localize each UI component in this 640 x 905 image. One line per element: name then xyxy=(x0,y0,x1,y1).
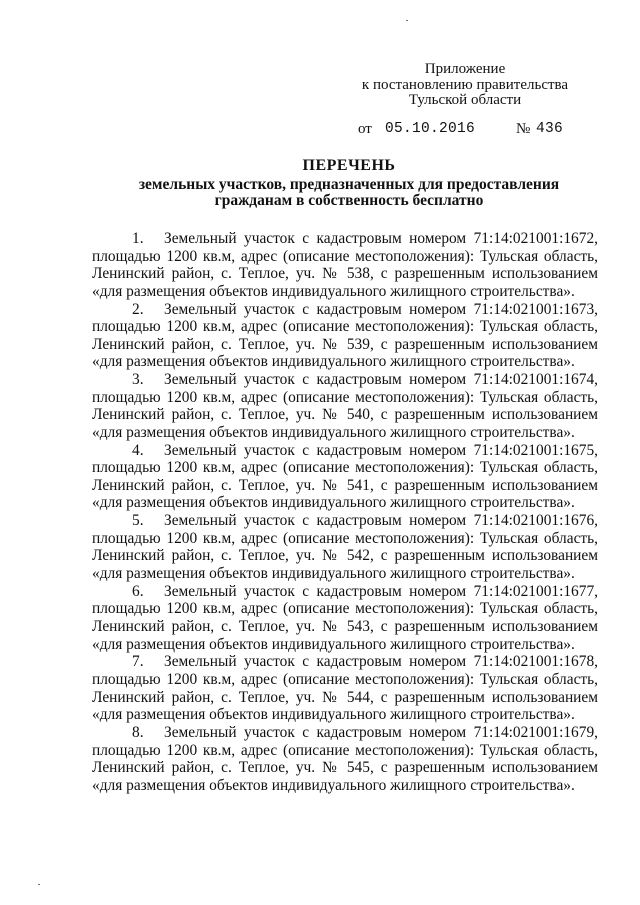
list-item xyxy=(92,301,598,371)
list-item xyxy=(92,442,598,512)
document-title-block xyxy=(92,158,606,210)
item-text: Земельный участок с кадастровым номером 71:14:021001:1678, площадью 1200 кв.м, адрес (описание местоположения): Тульская область, Ленинский район, с. Теплое, уч. № 544, с разрешенным использованием «для размещения объектов индивидуального жилищного строительства». xyxy=(92,653,598,724)
document-subtitle-line-1: земельных участков, предназначенных для предоставления xyxy=(138,175,560,193)
item-text: Земельный участок с кадастровым номером 71:14:021001:1679, площадью 1200 кв.м, адрес (описание местоположения): Тульская область, Ленинский район, с. Теплое, уч. № 545, с разрешенным использованием «для размещения объектов индивидуального жилищного строительства». xyxy=(92,723,598,794)
list-item xyxy=(92,583,598,653)
item-number: 3. xyxy=(132,371,144,389)
item-text: Земельный участок с кадастровым номером 71:14:021001:1675, площадью 1200 кв.м, адрес (описание местоположения): Тульская область, Ленинский район, с. Теплое, уч. № 541, с разрешенным использованием «для размещения объектов индивидуального жилищного строительства». xyxy=(92,441,598,512)
item-number: 1. xyxy=(132,230,144,247)
document-title: ПЕРЕЧЕНЬ xyxy=(302,157,396,174)
annex-line-1: Приложение xyxy=(424,61,506,77)
item-number: 2. xyxy=(132,300,144,318)
annex-line-3: Тульской области xyxy=(408,92,522,108)
item-number: 6. xyxy=(132,582,144,600)
list-item xyxy=(92,230,598,300)
document-date: 05.10.2016 xyxy=(385,121,476,137)
item-text: Земельный участок с кадастровым номером 71:14:021001:1673, площадью 1200 кв.м, адрес (описание местоположения): Тульская область, Ленинский район, с. Теплое, уч. № 539, с разрешенным использованием «для размещения объектов индивидуального жилищного строительства». xyxy=(92,300,598,371)
item-text: Земельный участок с кадастровым номером 71:14:021001:1676, площадью 1200 кв.м, адрес (описание местоположения): Тульская область, Ленинский район, с. Теплое, уч. № 542, с разрешенным использованием «для размещения объектов индивидуального жилищного строительства». xyxy=(92,512,598,583)
date-prefix: от xyxy=(358,121,372,137)
land-plot-list xyxy=(92,230,598,794)
list-item xyxy=(92,512,598,582)
item-text: Земельный участок с кадастровым номером 71:14:021001:1674, площадью 1200 кв.м, адрес (описание местоположения): Тульская область, Ленинский район, с. Теплое, уч. № 540, с разрешенным использованием «для размещения объектов индивидуального жилищного строительства». xyxy=(92,371,598,441)
annex-line-2: к постановлению правительства xyxy=(361,76,569,93)
item-number: 5. xyxy=(132,512,144,530)
document-number: 436 xyxy=(536,121,564,137)
number-prefix: № xyxy=(516,121,531,137)
scan-speck xyxy=(406,20,408,21)
item-number: 8. xyxy=(132,723,144,741)
item-text: Земельный участок с кадастровым номером 71:14:021001:1677, площадью 1200 кв.м, адрес (описание местоположения): Тульская область, Ленинский район, с. Теплое, уч. № 543, с разрешенным использованием «для размещения объектов индивидуального жилищного строительства». xyxy=(92,582,598,653)
item-text: Земельный участок с кадастровым номером 71:14:021001:1672, площадью 1200 кв.м, адрес (описание местоположения): Тульская область, Ленинский район, с. Теплое, уч. № 538, с разрешенным использованием «для размещения объектов индивидуального жилищного строительства». xyxy=(92,230,598,300)
scan-speck xyxy=(38,884,40,885)
item-number: 4. xyxy=(132,441,144,459)
annex-header xyxy=(350,62,580,109)
list-item xyxy=(92,653,598,723)
document-subtitle-line-2: гражданам в собственность бесплатно xyxy=(214,192,484,209)
list-item xyxy=(92,724,598,794)
document-date-number xyxy=(358,121,580,141)
list-item xyxy=(92,371,598,441)
item-number: 7. xyxy=(132,653,144,671)
